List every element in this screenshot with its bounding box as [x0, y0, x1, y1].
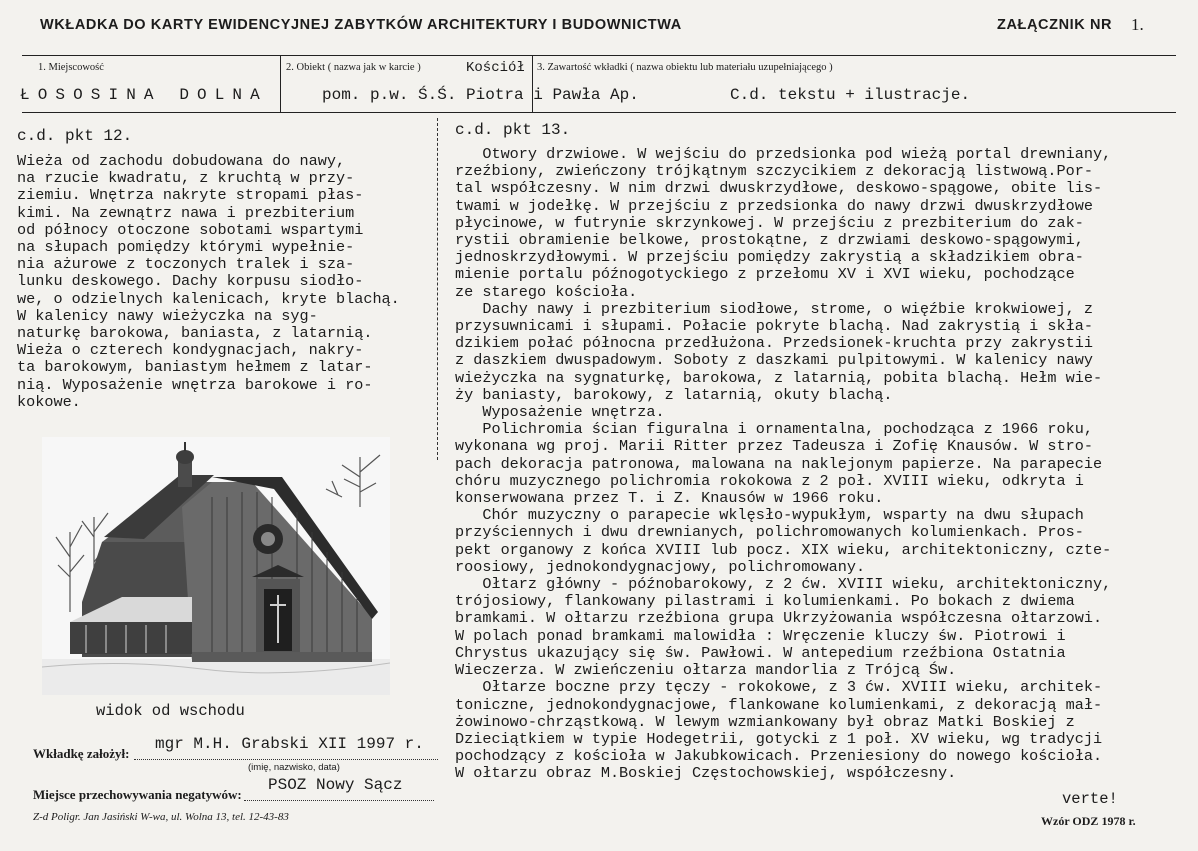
right-line: wieżyczka na sygnaturkę, barokowa, z latarnią, pobita blachą. Hełm wie- [455, 368, 1103, 387]
right-line: Chrystus ukazujący się św. Pawłowi. W antepedium rzeźbiona Ostatnia [455, 643, 1066, 662]
form-title: WKŁADKA DO KARTY EWIDENCYJNEJ ZABYTKÓW ARCHITEKTURY I BUDOWNICTWA [40, 17, 682, 33]
header-bottom-rule [22, 112, 1176, 113]
left-line: nia ażurowe z toczonych tralek i sza- [17, 255, 355, 274]
right-line: pekt organowy z końca XVIII lub pocz. XIX wieku, architektoniczny, czte- [455, 540, 1112, 559]
left-line: ziemiu. Wnętrza nakryte stropami płas- [17, 186, 364, 205]
left-line: lunku deskowego. Dachy korpusu siodło- [17, 272, 364, 291]
right-heading: c.d. pkt 13. [455, 121, 571, 139]
verte-note: verte! [1062, 790, 1118, 808]
right-line: roosiowy, jednokondygnacjowy, polichromowany. [455, 557, 866, 576]
left-text-block [17, 153, 400, 411]
left-line: od północy otoczone sobotami wspartymi [17, 220, 364, 239]
negatives-label: Miejsce przechowywania negatywów: [33, 787, 242, 802]
content-label: 3. Zawartość wkładki ( nazwa obiektu lub materiału uzupełniającego ) [537, 62, 833, 73]
right-line: chóru muzycznego polichromia rokokowa z 2 poł. XVIII wieku, odkryta i [455, 471, 1084, 490]
right-line: mienie portalu późnogotyckiego z przełomu XV i XVI wieku, pochodzące [455, 265, 1075, 284]
locality-label: 1. Miejscowość [38, 62, 104, 73]
prepared-value: mgr M.H. Grabski XII 1997 r. [155, 735, 424, 753]
attachment-number: 1. [1131, 15, 1144, 34]
left-line: W kalenicy nawy wieżyczka na syg- [17, 306, 318, 325]
right-line: przysuwnicami i słupami. Połacie pokryte blachą. Nad zakrystią i skła- [455, 317, 1093, 336]
prepared-label: Wkładkę założył: [33, 746, 130, 761]
right-line: ze starego kościoła. [455, 282, 638, 301]
right-line: Dachy nawy i prezbiterium siodłowe, strome, o więźbie krokwiowej, z [455, 299, 1093, 318]
right-line: z daszkiem dwuspadowym. Soboty z daszkami pulpitowymi. W kalenicy nawy [455, 351, 1093, 370]
form-code: Wzór ODZ 1978 r. [1041, 814, 1136, 828]
left-line: kimi. Na zewnątrz nawa i prezbiterium [17, 203, 355, 222]
right-line: rystii obramienie belkowe, prostokątne, z drzwiami deskowo-spągowymi, [455, 231, 1084, 250]
right-line: twami w jodełkę. W przejściu z przedsionka do nawy drzwi dwuskrzydłowe [455, 196, 1093, 215]
right-line: W ołtarzu obraz M.Boskiej Częstochowskiej, współczesny. [455, 764, 957, 783]
left-line: Wieża o czterech kondygnacjach, nakry- [17, 341, 364, 360]
attachment-label: ZAŁĄCZNIK NR [997, 17, 1113, 33]
prepared-dotted-line [134, 759, 438, 760]
right-line: żowinowo-chrząstkową. W lewym wzmiankowany był obraz Matki Boskiej z [455, 712, 1075, 731]
right-text-block [455, 146, 1111, 783]
negatives-value: PSOZ Nowy Sącz [268, 776, 403, 794]
object-value: pom. p.w. Ś.Ś. Piotra i Pawła Ap. [322, 86, 639, 104]
left-line: kokowe. [17, 392, 81, 411]
right-line: pochodzący z kościoła w Jakubkowicach. Przeniesiony do nowego kościoła. [455, 747, 1103, 766]
content-value: C.d. tekstu + ilustracje. [730, 86, 971, 104]
right-line: Wieczerza. W zwieńczeniu ołtarza mandorlia z Trójcą Św. [455, 661, 957, 680]
right-line: Ołtarz główny - późnobarokowy, z 2 ćw. XVIII wieku, architektoniczny, [455, 575, 1112, 594]
right-line: Chór muzyczny o parapecie wklęsło-wypukłym, wsparty na dwu słupach [455, 506, 1084, 525]
negatives-dotted-line [244, 800, 434, 801]
left-line: ta barokowym, baniastym hełmem z latar- [17, 358, 373, 377]
prepared-hint: (imię, nazwisko, data) [248, 762, 340, 773]
left-line: we, o odzielnych kalenicach, kryte blachą. [17, 289, 400, 308]
photo-caption: widok od wschodu [96, 702, 245, 720]
right-line: Wyposażenie wnętrza. [455, 403, 665, 422]
right-line: jednoskrzydłowymi. W przejściu pomiędzy zakrystią a składzikiem obra- [455, 248, 1084, 267]
right-line: tal współczesny. W nim drzwi dwuskrzydłowe, deskowo-spągowe, obite lis- [455, 179, 1103, 198]
church-photo [42, 437, 390, 695]
object-label-typed: Kościół [466, 60, 525, 76]
column-divider [437, 118, 438, 460]
left-line: na rzucie kwadratu, z kruchtą w przy- [17, 169, 355, 188]
right-line: konserwowana przez T. i Z. Knausów w 1966 roku. [455, 489, 884, 508]
left-line: nią. Wyposażenie wnętrza barokowe i ro- [17, 375, 373, 394]
right-line: toniczne, jednokondygnacjowe, flankowane kolumienkami, z dekoracją mał- [455, 695, 1103, 714]
right-line: W polach ponad bramkami malowidła : Wręczenie kluczy św. Piotrowi i [455, 626, 1066, 645]
field-divider-2 [532, 55, 533, 113]
right-line: bramkami. W ołtarzu rzeźbiona grupa Ukrzyżowania współczesna ołtarzowi. [455, 609, 1103, 628]
left-line: naturkę barokowa, baniasta, z latarnią. [17, 324, 373, 343]
right-line: pach dekoracja patronowa, malowana na naklejonym papierze. Na parapecie [455, 454, 1103, 473]
left-line: na słupach pomiędzy którymi wypełnie- [17, 238, 355, 257]
right-line: Polichromia ścian figuralna i ornamentalna, pochodząca z 1966 roku, [455, 420, 1093, 439]
right-line: płycinowe, w futrynie skrzynkowej. W przejściu z prezbiterium do zak- [455, 213, 1084, 232]
right-line: przyściennych i dwu drewnianych, polichromowanych kolumienkach. Pros- [455, 523, 1084, 542]
right-line: Otwory drzwiowe. W wejściu do przedsionka pod wieżą portal drewniany, [455, 145, 1112, 163]
right-line: Dzieciątkiem w typie Hodegetrii, gotycki z 1 poł. XV wieku, wg tradycji [455, 729, 1103, 748]
printer-info: Z-d Poligr. Jan Jasiński W-wa, ul. Wolna 13, tel. 12-43-83 [33, 811, 289, 823]
object-label: 2. Obiekt ( nazwa jak w karcie ) [286, 62, 421, 73]
right-line: dzikiem połać północna przedłużona. Przedsionek-kruchta przy zakrystii [455, 334, 1093, 353]
right-line: rzeźbiony, zwieńczony trójkątnym szczycikiem z dekoracją listwową.Por- [455, 162, 1093, 181]
locality-value: ŁOSOSINA DOLNA [20, 86, 268, 104]
top-rule [22, 55, 1176, 56]
right-line: wykonana wg proj. Marii Ritter przez Tadeusza i Zofię Knausów. W stro- [455, 437, 1093, 456]
right-line: trójosiowy, flankowany pilastrami i kolumienkami. Po bokach z dwiema [455, 592, 1075, 611]
right-line: ży baniasty, barokowy, z latarnią, okuty blachą. [455, 385, 893, 404]
left-heading: c.d. pkt 12. [17, 127, 133, 145]
right-line: Ołtarze boczne przy tęczy - rokokowe, z 3 ćw. XVIII wieku, architek- [455, 678, 1103, 697]
field-divider-1 [280, 55, 281, 113]
left-line: Wieża od zachodu dobudowana do nawy, [17, 152, 346, 170]
